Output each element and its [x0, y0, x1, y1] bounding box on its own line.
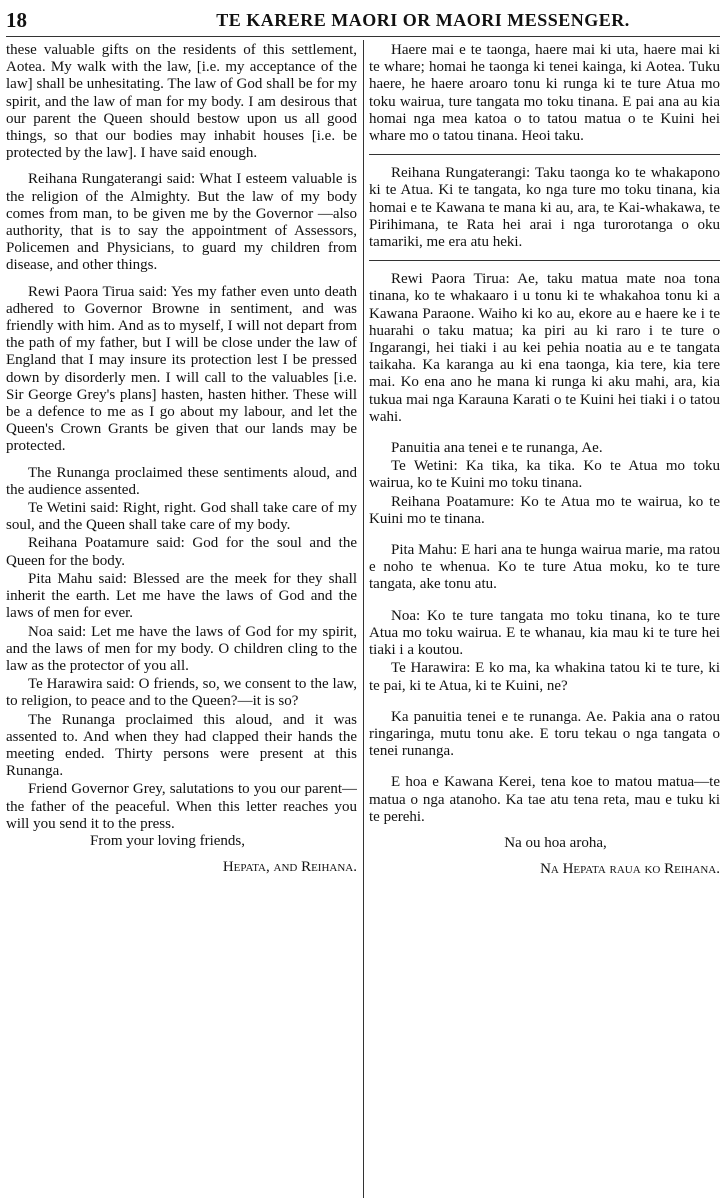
- letter-closing: From your loving friends,: [90, 832, 245, 849]
- paragraph: Rewi Paora Tirua: Ae, taku matua mate noa tona tinana, ko te whakaaro i u tonu ki te whakahoa tonu ki a Kawana Paraone. Waiho ki ko au, ekore au e haere ke i te huarahi o taku matua; ka piri au ki raro i te ture o Ingarangi, hei tiaki i au kei pehia noatia au e te tangata taikaha. Ka karanga au ki ena taonga, kia tere, kia tere mai. Ko ena ano he mana ki runga ki aku mahi, ara, kia tukua mai nga Karauna Karati o te Kuini hei tiaki i o tatou wahi.: [369, 271, 720, 425]
- paragraph: Te Harawira: E ko ma, ka whakina tatou ki te ture, ki te pai, ki te Atua, ki te Kuini, ne?: [369, 660, 720, 694]
- letter-closing: Na ou hoa aroha,: [504, 834, 607, 851]
- paragraph: E hoa e Kawana Kerei, tena koe to matou matua—te matua o nga atanoho. Ka tae atu tena reta, mau e tuku ki te perehi.: [369, 774, 720, 825]
- paragraph: Rewi Paora Tirua said: Yes my father even unto death adhered to Governor Browne in sentiment, and was friendly with him. And as to myself, I will not depart from the path of my father, but I will be close under the law of England that I may insure its protection lest I be pressed down by disorderly men. I will call to the valuables [i.e. Sir George Grey's plans] hasten, hasten hither. These will be a defence to me as I go about my labour, and let the Queen's Crown Grants be given that our lands may be protected.: [6, 283, 357, 455]
- paragraph: Noa said: Let me have the laws of God for my spirit, and the laws of men for my body. O children cling to the law as the protector of you all.: [6, 623, 357, 674]
- paragraph: Ka panuitia tenei e te runanga. Ae. Pakia ana o ratou ringaringa, mutu tonu ake. E toru tekau o nga tangata o tenei runanga.: [369, 708, 720, 760]
- maori-column: [369, 42, 720, 1198]
- page-number: 18: [6, 8, 27, 32]
- paragraph: Te Wetini said: Right, right. God shall take care of my soul, and the Queen shall take care of my body.: [6, 500, 357, 534]
- letter-signature: Na Hepata raua ko Reihana.: [540, 861, 720, 878]
- paragraph: Haere mai e te taonga, haere mai ki uta, haere mai ki te whare; homai he taonga ki tenei kainga, ki Aotea. Tuku haere, he haere aroaro tonu ki runga ki te ture Atua mo toku wairua, ture tangata mo toku tinana. E pai ana au kia homai nga mea katoa o to tatou matua o te Kuini hei whare mo o tatou tinana. Heoi taku.: [369, 42, 720, 145]
- english-column: [6, 42, 357, 1198]
- letter-signature: Hepata, and Reihana.: [222, 859, 357, 876]
- page-header: [6, 4, 720, 37]
- paragraph: Pita Mahu said: Blessed are the meek for they shall inherit the earth. Let me have the laws of God and the laws of men for ever.: [6, 570, 357, 622]
- paragraph: Te Harawira said: O friends, so, we consent to the law, to religion, to peace and to the Queen?—it is so?: [6, 676, 357, 710]
- section-rule: [369, 260, 720, 261]
- paragraph: Reihana Poatamure: Ko te Atua mo te wairua, ko te Kuini mo te tinana.: [369, 493, 720, 527]
- paragraph: Panuitia ana tenei e te runanga, Ae.: [391, 440, 603, 457]
- paragraph: these valuable gifts on the residents of this settlement, Aotea. My walk with the law, [i.e. my acceptance of the law] shall be unhesitating. The law of God shall be for my spirit, and the law of man for my body. I am desirous that our parent the Queen should bestow upon us all good things, so that our bodies may inhabit houses [i.e. be protected by the law]. I have said enough.: [6, 42, 357, 162]
- paragraph: The Runanga proclaimed these sentiments aloud, and the audience assented.: [6, 464, 357, 498]
- column-divider: [363, 40, 364, 1198]
- paragraph: Friend Governor Grey, salutations to you our parent—the father of the peaceful. When this letter reaches you will you send it to the press.: [6, 781, 357, 832]
- running-head-title: TE KARERE MAORI OR MAORI MESSENGER.: [216, 10, 630, 30]
- paragraph: The Runanga proclaimed this aloud, and it was assented to. And when they had clapped their hands the meeting ended. Thirty persons were present at this Runanga.: [6, 711, 357, 780]
- paragraph: Te Wetini: Ka tika, ka tika. Ko te Atua mo toku wairua, ko te Kuini mo toku tinana.: [369, 458, 720, 492]
- section-rule: [369, 154, 720, 155]
- paragraph: Pita Mahu: E hari ana te hunga wairua marie, ma ratou e noho te whenua. Ko te ture Atua moku, ko te ture tangata, ake tonu atu.: [369, 542, 720, 593]
- paragraph: Reihana Rungaterangi said: What I esteem valuable is the religion of the Almighty. But the law of my body comes from man, to be given me by the Governor —also authority, that is to say the appointment of Assessors, Policemen and Physicians, to guard my children from disease, and other things.: [6, 171, 357, 274]
- paragraph: Noa: Ko te ture tangata mo toku tinana, ko te ture Atua mo toku wairua. E te whanau, kia mau ki te ture hei tiaki i a koutou.: [369, 607, 720, 659]
- paragraph: Reihana Rungaterangi: Taku taonga ko te whakapono ki te Atua. Ki te tangata, ko nga ture mo toku tinana, kia homai e te Kawana te mana ki au, ara, te Kai-whakawa, te Pirihimana, te Rata hei arai i nga turorotanga o oku tamariki, me era atu heki.: [369, 165, 720, 251]
- paragraph: Reihana Poatamure said: God for the soul and the Queen for the body.: [6, 535, 357, 569]
